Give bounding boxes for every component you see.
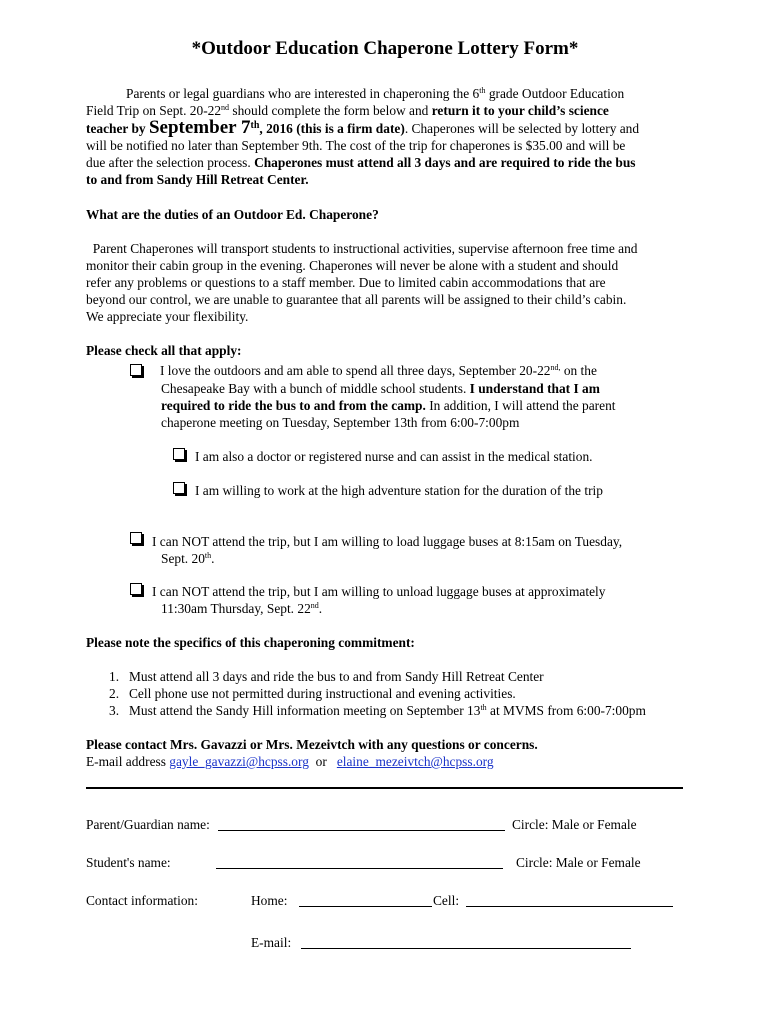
home-label: Home:	[251, 893, 288, 908]
option-unload-line-2: 11:30am Thursday, Sept. 22nd.	[161, 601, 323, 616]
unload-luggage-checkbox[interactable]	[130, 583, 142, 595]
email-field[interactable]	[301, 936, 631, 949]
high-adventure-checkbox[interactable]	[173, 482, 185, 494]
attend-trip-checkbox[interactable]	[130, 364, 142, 376]
intro-line-4: will be notified no later than September 9th. The cost of the trip for chaperones is $35.00 and will be	[86, 138, 626, 153]
parent-name-field[interactable]	[218, 818, 505, 831]
intro-line-2: Field Trip on Sept. 20-22nd should complete the form below and return it to your child’s science	[86, 103, 609, 118]
specifics-heading: Please note the specifics of this chaperoning commitment:	[86, 635, 415, 650]
option-attend-line-1: I love the outdoors and am able to spend all three days, September $20-22^{nd,}$ on the	[160, 363, 597, 378]
parent-gender-circle[interactable]: Circle: Male or Female	[512, 817, 637, 832]
list-item-1: Must attend all 3 days and ride the bus to and from Sandy Hill Retreat Center	[129, 669, 544, 684]
option-attend-line-4: chaperone meeting on Tuesday, September 13th from 6:00-7:00pm	[161, 415, 520, 430]
cell-label: Cell:	[433, 893, 460, 908]
option-load-line-1: I can NOT attend the trip, but I am willing to load luggage buses at 8:15am on Tuesday,	[152, 534, 623, 549]
duties-line-1: Parent Chaperones will transport students to instructional activities, supervise afternoon free time and	[86, 241, 638, 256]
load-luggage-checkbox[interactable]	[130, 532, 142, 544]
list-item-3: Must attend the Sandy Hill information meeting on September 13th at MVMS from 6:00-7:00pm	[129, 703, 646, 718]
list-number-3: 3.	[109, 703, 120, 718]
option-attend-line-2: Chesapeake Bay with a bunch of middle school students. I understand that I am	[161, 381, 600, 396]
list-item-2: Cell phone use not permitted during instructional and evening activities.	[129, 686, 516, 701]
duties-line-2: monitor their cabin group in the evening. Chaperones will never be alone with a student and should	[86, 258, 619, 273]
email-link-mezeivtch[interactable]: elaine_mezeivtch@hcpss.org	[336, 754, 494, 769]
option-unload-line-1: I can NOT attend the trip, but I am willing to unload luggage buses at approximately	[152, 584, 606, 599]
option-medical: I am also a doctor or registered nurse and can assist in the medical station.	[195, 449, 593, 464]
duties-line-5: We appreciate your flexibility.	[86, 309, 249, 324]
divider	[86, 787, 683, 789]
duties-heading: What are the duties of an Outdoor Ed. Chaperone?	[86, 207, 379, 222]
check-heading: Please check all that apply:	[86, 343, 242, 358]
contact-info-label: Contact information:	[86, 893, 198, 908]
cell-phone-field[interactable]	[466, 894, 673, 907]
duties-line-3: refer any problems or questions to a staff member. Due to limited cabin accommodations that are	[86, 275, 606, 290]
duties-line-4: beyond our control, we are unable to guarantee that all parents will be assigned to their child’s cabin.	[86, 292, 627, 307]
contact-note: Please contact Mrs. Gavazzi or Mrs. Mezeivtch with any questions or concerns.	[86, 737, 538, 752]
email-link-gavazzi[interactable]: gayle_gavazzi@hcpss.org	[169, 754, 309, 769]
intro-line-3: teacher by September 7th, 2016 (this is a firm date). Chaperones will be selected by lottery and	[86, 117, 640, 138]
intro-line-6: to and from Sandy Hill Retreat Center.	[86, 172, 309, 187]
option-attend-line-3: required to ride the bus to and from the camp. In addition, I will attend the parent	[161, 398, 616, 413]
list-number-1: 1.	[109, 669, 120, 684]
page-title: *Outdoor Education Chaperone Lottery Form*	[191, 38, 579, 59]
intro-line-5: due after the selection process. Chaperones must attend all 3 days and are required to ride the bus	[86, 155, 636, 170]
student-name-label: Student's name:	[86, 855, 171, 870]
parent-name-label: Parent/Guardian name:	[86, 817, 210, 832]
medical-checkbox[interactable]	[173, 448, 185, 460]
intro-line-1: Parents or legal guardians who are interested in chaperoning the 6th grade Outdoor Education	[126, 86, 625, 101]
student-gender-circle[interactable]: Circle: Male or Female	[516, 855, 641, 870]
list-number-2: 2.	[109, 686, 120, 701]
home-phone-field[interactable]	[299, 894, 432, 907]
student-name-field[interactable]	[216, 856, 503, 869]
option-load-line-2: Sept. 20th.	[161, 551, 215, 566]
option-high-adventure: I am willing to work at the high adventure station for the duration of the trip	[195, 483, 603, 498]
contact-emails: E-mail address gayle_gavazzi@hcpss.org or elaine_mezeivtch@hcpss.org	[86, 754, 494, 769]
email-label: E-mail:	[251, 935, 292, 950]
